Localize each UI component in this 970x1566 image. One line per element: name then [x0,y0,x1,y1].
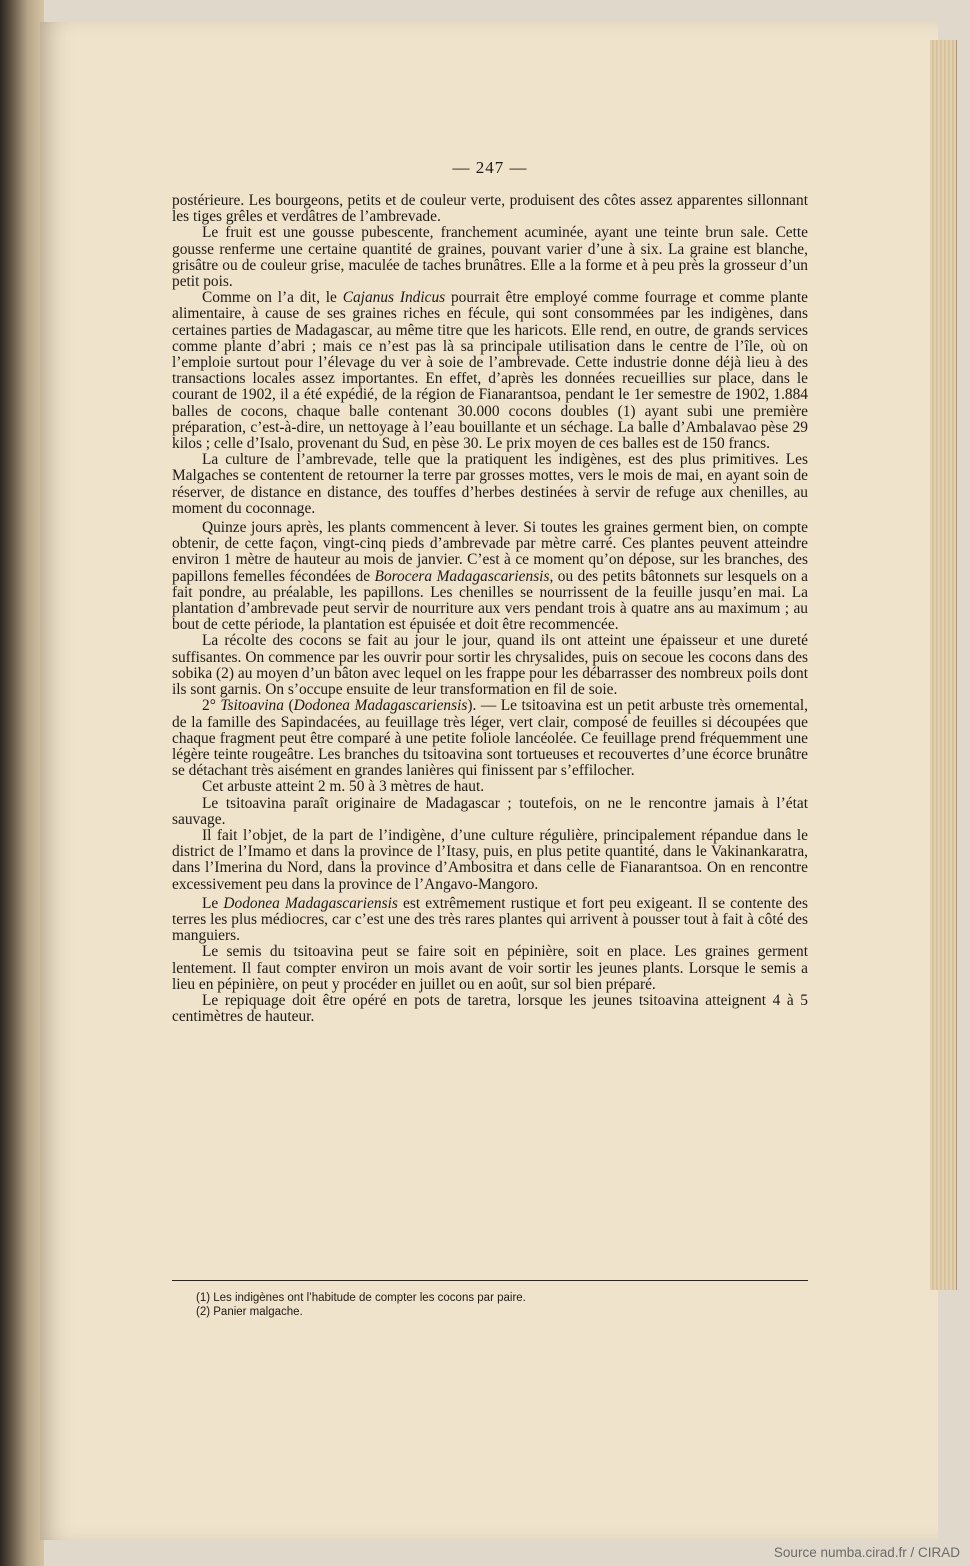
paragraph [172,193,808,225]
paragraph [172,698,808,779]
paragraph [172,944,808,993]
footnote-1: (1) Les indigènes ont l’habitude de compter les cocons par paire. [196,1292,526,1304]
text-run: 2° [202,697,221,715]
text-run: Quinze jours après, les plants commencent à lever. Si toutes les graines germent bien, on compte obtenir, de cette façon, vingt-cinq pieds d’ambrevade par mètre carré. Ces plantes peuvent atteindre environ 1 mètre de hauteur au mois de janvier. C’est à ce moment qu’on dépose, sur les branches, des papillons femelles fécondées de [172,519,808,585]
text-run: Le semis du tsitoavina peut se faire soit en pépinière, soit en place. Les graines germent lentement. Il faut compter environ un mois avant de voir sortir les jeunes plants. Lorsque le semis a lieu en pépinière, on peut y procéder en juillet ou en août, sur sol bien préparé. [172,943,808,993]
text-run: Il fait l’objet, de la part de l’indigène, d’une culture régulière, principalement répandue dans le district de l’Imamo et dans la province de l’Itasy, puis, en plus petite quantité, dans le Vakinankaratra, dans l’Imerina du Nord, dans la province d’Ambositra et dans celle de Fianarantsoa. On en rencontre excessivement peu dans la province de l’Angavo-Mangoro. [172,826,808,893]
italic-term: Dodonea Madagascariensis [223,894,398,912]
page-stack-edge [930,40,957,1290]
footnote-rule [172,1280,808,1281]
paragraph [172,993,808,1025]
body-text [172,193,808,1025]
page-number: — 247 — [452,158,528,177]
paragraph [172,290,808,452]
paragraph [172,796,808,828]
text-run: pourrait être employé comme fourrage et comme plante alimentaire, à cause de ses graines riches en fécule, qui sont consommées par les indigènes, dans certaines parties de Madagascar, au même titre que les haricots. Elle rend, en outre, de grands services comme plante d’abri ; mais ce n’est pas là sa principale utilisation dans le centre de l’île, où on l’emploie surtout pour l’élevage du ver à soie de l’ambrevade. Cette industrie donne déjà lieu à des transactions locales assez importantes. En effet, d’après les données recueillies sur place, dans le courant de 1902, il a été expédié, de la région de Fianarantsoa, pendant le 1er semestre de 1902, 1.884 balles de cocons, chaque balle contenant 30.000 cocons doubles (1) ayant subi une première préparation, c’est-à-dire, un nettoyage à l’eau bouillante et un séchage. La balle d’Ambalavao pèse 29 kilos ; celle d’Isalo, provenant du Sud, en pèse 30. Le prix moyen de ces balles est de 150 francs. [172,289,808,453]
text-run: Le [202,894,224,912]
text-run: Cet arbuste atteint 2 m. 50 à 3 mètres de haut. [202,778,485,796]
text-run: Comme on l’a dit, le [202,289,343,307]
paragraph [172,828,808,893]
text-run: La récolte des cocons se fait au jour le jour, quand ils ont atteint une épaisseur et une dureté suffisantes. On commence par les ouvrir pour sortir les chrysalides, puis on secoue les cocons dans des sobika (2) au moyen d’un bâton avec lequel on les frappe pour les débarrasser des nombreux poils dont ils sont garnis. On s’occupe ensuite de leur transformation en fil de soie. [172,632,808,699]
paragraph [172,225,808,290]
text-run: ( [283,697,294,715]
paragraph [172,779,808,795]
book-binding-edge [0,0,44,1566]
paragraph [172,520,808,633]
text-run: postérieure. Les bourgeons, petits et de couleur verte, produisent des côtes assez apparentes sillonnant les tiges grêles et verdâtres de l’ambrevade. [172,192,808,226]
italic-term: Cajanus Indicus [342,289,446,307]
italic-term: Dodonea Madagascariensis [293,697,468,715]
text-run: est extrêmement rustique et fort peu exigeant. Il se contente des terres les plus médiocres, car c’est une des très rares plantes qui arrivent à pousser tout à fait à côté des manguiers. [172,894,808,945]
text-run: , ou des petits bâtonnets sur lesquels on a fait pondre, au préalable, les papillons. Les chenilles se nourrissent de la feuille jusqu’en mai. La plantation d’ambrevade peut servir de nourriture aux vers pendant trois à quatre ans au maximum ; au bout de cette période, la plantation est épuisée et doit être recommencée. [172,567,808,634]
source-credit: Source numba.cirad.fr / CIRAD [773,1545,960,1560]
paragraph [172,452,808,517]
text-run: La culture de l’ambrevade, telle que la pratiquent les indigènes, est des plus primitives. Les Malgaches se contentent de retourner la terre par grosses mottes, vers le mois de mai, en ayant soin de réserver, de distance en distance, des touffes d’herbes destinées à servir de refuge aux chenilles, au moment du coconnage. [172,451,808,517]
text-run: Le tsitoavina paraît originaire de Madagascar ; toutefois, on ne le rencontre jamais à l’état sauvage. [172,794,808,828]
footnote-2: (2) Panier malgache. [196,1306,303,1318]
italic-term: Tsitoavina [220,697,284,715]
text-run: Le fruit est une gousse pubescente, franchement acuminée, ayant une teinte brun sale. Cette gousse renferme une certaine quantité de graines, pouvant varier d’une à six. La graine est blanche, grisâtre ou de couleur grise, maculée de taches brunâtres. Elle a la forme et à peu près la grosseur d’un petit pois. [172,224,808,291]
text-run: ). — Le tsitoavina est un petit arbuste très ornemental, de la famille des Sapindacées, au feuillage très léger, vert clair, composé de feuilles si découpées que chaque fragment peut être comparé à une petite foliole lancéolée. Ce feuillage prend fréquemment une légère teinte rougeâtre. Les branches du tsitoavina sont tortueuses et recouvertes d’une écorce brunâtre se détachant très aisément en grandes lanières qui finissent par s’effilocher. [172,697,808,780]
text-run: Le repiquage doit être opéré en pots de taretra, lorsque les jeunes tsitoavina atteignent 4 à 5 centimètres de hauteur. [172,991,808,1026]
paragraph [172,633,808,698]
paragraph [172,896,808,945]
footnotes [196,1291,756,1319]
italic-term: Borocera Madagascariensis [374,567,550,585]
